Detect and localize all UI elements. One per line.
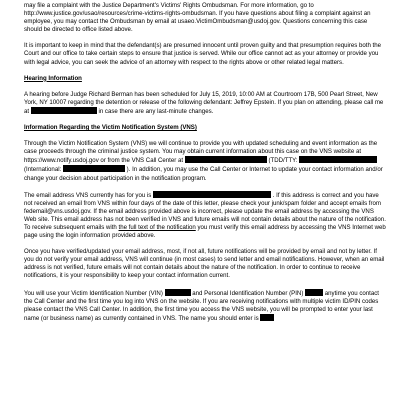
vns-international-label: (International:: [24, 166, 62, 174]
vns-email-text: The email address VNS currently has for you is: [24, 191, 152, 199]
redacted-international-number: [63, 165, 125, 172]
redacted-vin: [165, 289, 191, 296]
hearing-text: A hearing before Judge Richard Berman has been scheduled for July 15, 2019, 10:00 AM at Courtroom 17B, 500 Pearl Street, New York, NY 10007 regarding the detention or release of the following defendant: Jeffrey Epstein. If you plan on attending, please call me at: [24, 90, 384, 115]
presumption-paragraph: [24, 42, 386, 66]
ombudsman-paragraph: [24, 2, 386, 34]
vns-email-text-end: you must verify this email address by accessing the VNS Internet web page using the login information provided above.: [24, 223, 386, 240]
vns-pin-text: You will use your Victim Identification Number (VIN): [24, 289, 163, 297]
vns-intro-text-end: ). In addition, you may use the Call Center or Internet to update your contact information and/or change your decision about participation in the notification program.: [24, 166, 383, 182]
redacted-email-address: [153, 191, 271, 198]
full-text-underlined: the full text of the notification: [118, 223, 196, 231]
vns-verify-paragraph: [24, 248, 386, 280]
vns-email-paragraph: [24, 191, 386, 241]
ombudsman-text: may file a complaint with the Justice Department's Victims' Rights Ombudsman. For more information, go to http://www.justice.gov/usao/resources/crime-victims-rights-ombudsman. If you have questions about filing a complaint against an employee, you may contact the Ombudsman by email at usaeo.VictimOmbudsman@usdoj.gov. Questions concerning this case should be directed to office listed above.: [24, 2, 371, 34]
presumption-text: It is important to keep in mind that the defendant(s) are presumed innocent until proven guilty and that presumption requires both the Court and our office to take certain steps to ensure that justice is served. While our office cannot act as your attorney or provide you with legal advice, you can seek the advice of an attorney with respect to the rights above or other related legal matters.: [24, 42, 382, 66]
hearing-paragraph: [24, 91, 386, 116]
redacted-name: [260, 314, 274, 321]
redacted-tdd-number: [299, 156, 377, 163]
vns-pin-text-mid2: anytime you contact the Call Center and the first time you log into VNS on the website. If you are receiving notifications with multiple victim ID/PIN codes please contact the VNS Call Center. In addition, the first time you access the VNS website, you will be prompted to enter your last name (or business name) as currently contained in VNS. The name you should enter is: [24, 289, 379, 322]
redacted-pin: [305, 289, 323, 296]
hearing-heading: Hearing Information: [24, 74, 82, 82]
redacted-call-center-number: [185, 156, 267, 163]
vns-tdd-label: (TDD/TTY:: [268, 157, 298, 165]
redacted-phone: [31, 107, 97, 114]
hearing-text-end: in case there are any last-minute changes.: [98, 107, 214, 115]
vns-intro-text: Through the Victim Notification System (VNS) we will continue to provide you with updated scheduling and event information as the case proceeds through the criminal justice system. You may obtain current information about this case on the VNS website at https://www.notify.usdoj.gov or from the VNS Call Center at: [24, 140, 378, 165]
vns-heading: Information Regarding the Victim Notification System (VNS): [24, 124, 197, 132]
vns-intro-paragraph: [24, 140, 386, 182]
vns-pin-paragraph: [24, 289, 386, 323]
vns-email-text-mid: . If this address is correct and you have not received an email from VNS within four days of the date of this letter, please check your junk/spam folder and accept emails from fedemail@vns.usdoj.gov. If the email address provided above is incorrect, please update the email address by accessing the VNS Web site. This email address has not been verified in VNS and future emails will not contain details about the nature of the notification. To receive subsequent emails with: [24, 191, 386, 231]
vns-verify-text: Once you have verified/updated your email address, most, if not all, future notifications will be provided by email and not by letter. If you do not verify your email address, VNS will continue (in most cases) to send letter and email notifications. However, when an email address is not verified, future emails will not contain details about the nature of the notification. In order to continue to receive notifications, it is your responsibility to keep your contact information current.: [24, 248, 385, 280]
vns-pin-text-mid: and Personal Identification Number (PIN): [192, 289, 304, 297]
